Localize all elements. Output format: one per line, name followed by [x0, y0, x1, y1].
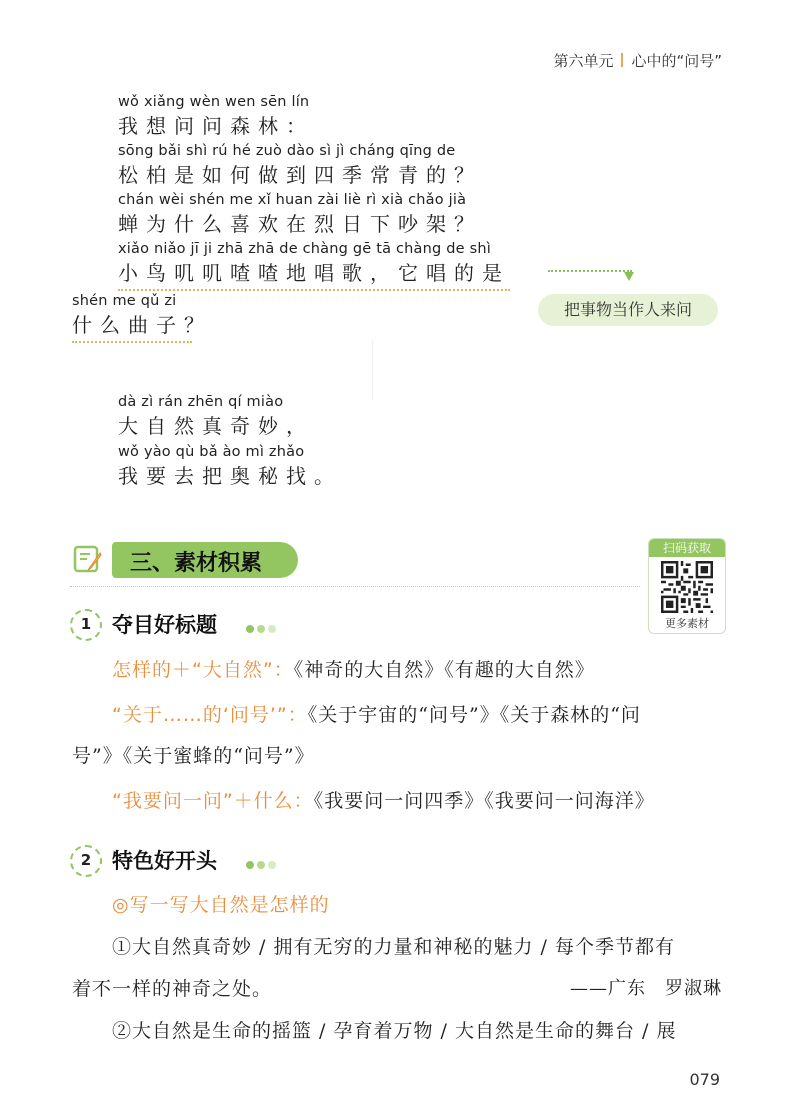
hanzi-line: 什么曲子？: [72, 309, 192, 343]
pinyin-line: wǒ xiǎng wèn wen sēn lín: [118, 94, 310, 110]
qr-code-box[interactable]: [648, 538, 726, 634]
hanzi-line: 我要去把奥秘找。: [118, 464, 342, 488]
hanzi-line: 松柏是如何做到四季常青的？: [118, 163, 482, 187]
number-badge-1: 1: [70, 609, 102, 641]
title-pattern: 怎样的＋“大自然”：: [112, 659, 294, 681]
title-pattern: “我要问一问”＋什么：: [112, 790, 314, 812]
notebook-pencil-icon: [72, 543, 104, 575]
annotation-callout: 把事物当作人来问: [538, 294, 718, 326]
title-examples: 号”》《关于蜜蜂的“问号”》: [72, 745, 315, 767]
pinyin-line: chán wèi shén me xǐ huan zài liè rì xià chǎo jià: [118, 192, 467, 208]
title-example-2-cont: [72, 741, 315, 768]
title-example-2: [112, 700, 641, 727]
pinyin-line: sōng bǎi shì rú hé zuò dào sì jì cháng qīng de: [118, 143, 456, 159]
qr-code-icon[interactable]: [659, 561, 715, 613]
decorative-dots-icon: [246, 618, 279, 637]
subheading-titles: 夺目好标题: [112, 612, 217, 637]
pinyin-line: dà zì rán zhēn qí miào: [118, 394, 284, 410]
poem-line-5: [72, 293, 212, 343]
poem2-line-1: [118, 394, 314, 439]
title-pattern: “关于……的‘问号’”：: [112, 704, 308, 726]
hanzi-line: 我想问问森林：: [118, 114, 314, 138]
title-examples: 《我要问一问四季》《我要问一问海洋》: [313, 790, 655, 812]
section-title: 三、素材积累: [130, 551, 263, 576]
running-header: [553, 50, 722, 71]
unit-title: 心中的“问号”: [631, 52, 722, 70]
qr-caption: 更多素材: [665, 617, 709, 630]
pinyin-line: xiǎo niǎo jī ji zhā zhā de chàng gē tā chàng de shì: [118, 241, 491, 257]
poem-line-1: [118, 94, 314, 139]
opening-line-2: 着不一样的神奇之处。: [72, 978, 273, 1000]
pinyin-line: shén me qǔ zi: [72, 293, 177, 309]
title-examples: 《关于宇宙的“问号”》《关于森林的“问: [307, 704, 641, 726]
page-number: 079: [689, 1070, 720, 1089]
poem-line-2: [118, 143, 482, 188]
opening-heading: ◎写一写大自然是怎样的: [112, 894, 330, 916]
opening-line-1: ①大自然真奇妙 / 拥有无穷的力量和神秘的魅力 / 每个季节都有: [112, 936, 675, 958]
callout-arrow-icon: [624, 272, 634, 281]
poem-line-4: [118, 241, 510, 291]
hanzi-line: 蝉为什么喜欢在烈日下吵架？: [118, 212, 482, 236]
title-examples: 《神奇的大自然》《有趣的大自然》: [293, 659, 595, 681]
fold-mark: [372, 340, 373, 400]
hanzi-line: 小鸟叽叽喳喳地唱歌，它唱的是: [118, 257, 510, 291]
opening-line-3: ②大自然是生命的摇篮 / 孕育着万物 / 大自然是生命的舞台 / 展: [112, 1020, 677, 1042]
opening-author: ——广东 罗淑琳: [570, 978, 722, 999]
title-example-3: [112, 786, 655, 813]
qr-label: 扫码获取: [649, 539, 725, 557]
header-divider: [621, 53, 623, 67]
section-divider: [70, 586, 640, 587]
pinyin-line: wǒ yào qù bǎ ào mì zhǎo: [118, 444, 305, 460]
callout-pointer-line: [548, 270, 632, 272]
subheading-openings: 特色好开头: [112, 848, 217, 873]
title-example-1: [112, 655, 595, 682]
number-badge-2: 2: [70, 845, 102, 877]
decorative-dots-icon: [246, 854, 279, 873]
unit-label: 第六单元: [553, 52, 614, 70]
poem2-line-2: [118, 444, 342, 489]
hanzi-line: 大自然真奇妙，: [118, 414, 314, 438]
poem-line-3: [118, 192, 482, 237]
